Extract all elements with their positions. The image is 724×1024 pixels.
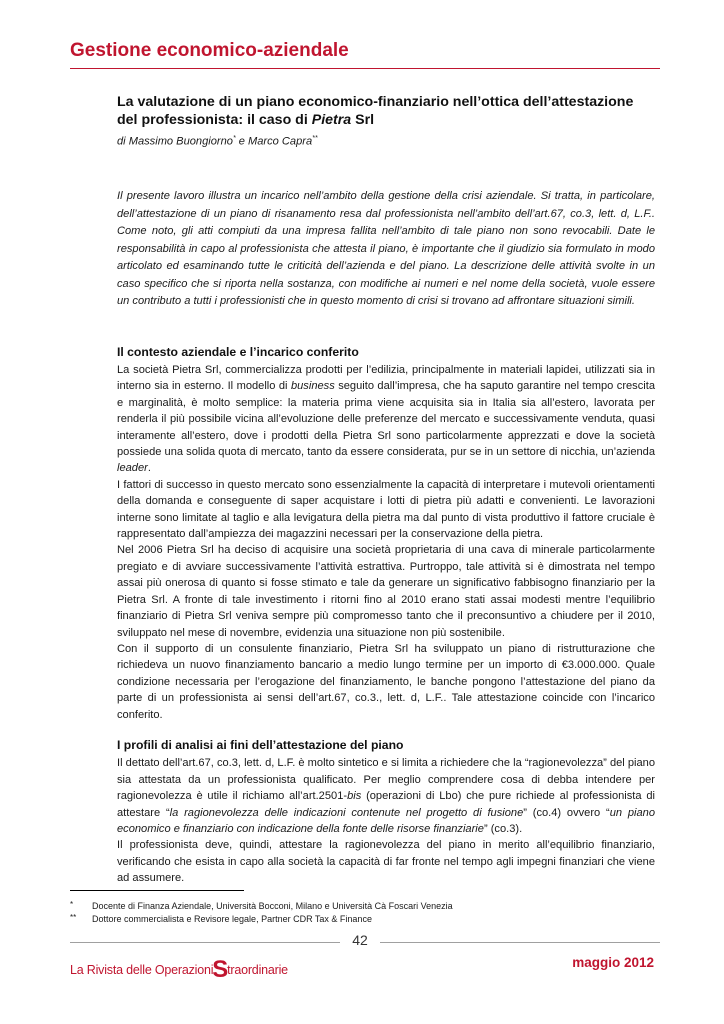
section-header <box>70 40 660 69</box>
issue-date: maggio 2012 <box>572 955 654 970</box>
article-body <box>117 94 655 887</box>
page-number: 42 <box>352 932 368 948</box>
article-authors: di Massimo Buongiorno* e Marco Capra** <box>117 135 318 148</box>
footnote-2: ** Dottore commercialista e Revisore legale, Partner CDR Tax & Finance <box>70 913 372 924</box>
section-heading-2: I profili di analisi ai fini dell’attestazione del piano <box>117 737 404 752</box>
author-2: Marco Capra <box>248 135 313 148</box>
paragraph: Il dettato dell’art.67, co.3, lett. d, L.F. è molto sintetico e si limita a richiedere che la “ragionevolezza” del piano sia attestata da un professionista qualificato. Per meglio comprendere cosa di debba intendere per ragionevolezza è utile il richiamo all’art.2501-bis (operazioni di Lbo) che pure richiede al professionista di attestare “la ragionevolezza delle indicazioni contenute nel progetto di fusione” (co.4) ovvero “un piano economico e finanziario con indicazione della fonte delle risorse finanziarie” (co.3). <box>117 757 655 835</box>
journal-logo: La Rivista delle OperazioniStraordinarie <box>70 956 288 983</box>
section-title: Gestione economico-aziendale <box>70 40 349 61</box>
paragraph: Il professionista deve, quindi, attestare la ragionevolezza del piano in merito all’equilibrio finanziario, verificando che esista in capo alla società la capacità di far fronte nel tempo agli impegni finanziari che viene ad assumere. <box>117 839 655 885</box>
paragraph: La società Pietra Srl, commercializza prodotti per l’edilizia, principalmente in materiali lapidei, utilizzati sia in interno sia in esterno. Il modello di business seguito dall’impresa, che ha saputo garantire nel tempo crescita e marginalità, è molto semplice: la materia prima viene acquisita sia in Italia sia all’estero, lavorata per renderla il più possibile vicina all’evoluzione delle preferenze del mercato e successivamente venduta, quasi interamente all’estero, dove i prodotti della Pietra Srl sono particolarmente apprezzati e dove la società possiede una solida quota di mercato, tanto da essere considerata, pur se in un settore di nicchia, un’azienda leader. <box>117 364 655 475</box>
article-title: La valutazione di un piano economico-finanziario nell’ottica dell’attestazione del professionista: il caso di Pietra Srl <box>117 94 634 128</box>
paragraph: Nel 2006 Pietra Srl ha deciso di acquisire una società proprietaria di una cava di minerale particolarmente pregiato e di avviare successivamente l’attività estrattiva. Purtroppo, tale attività si è dimostrata nel tempo assai più onerosa di quanto si fosse stimato e tale da generare un significativo fabbisogno finanziario per la Pietra Srl. A fronte di tale investimento i ritorni fino al 2010 erano stati assai modesti mentre l’equilibrio finanziario di Pietra Srl veniva sempre più compromesso tanto che il preconsuntivo a chiudere per il 2010, sviluppato nel mese di novembre, evidenzia una situazione non più sostenibile. <box>117 544 655 639</box>
abstract: Il presente lavoro illustra un incarico nell’ambito della gestione della crisi aziendale. Si tratta, in particolare, dell’attestazione di un piano di risanamento resa dal professionista nell’ambito dell’art.67, co.3, lett. d, L.F.. Come noto, gli atti compiuti da una impresa fallita nell’ambito di tale piano non sono revocabili. Date le responsabilità in capo al professionista che attesta il piano, è importante che il giudizio sia formulato in modo articolato ed esaminando tutte le criticità dell’azienda e del piano. La descrizione delle attività svolte in un caso specifico che si riporta nella sostanza, con modifiche ai numeri e nel nome della società, vuole essere un contributo a tutti i professionisti che in questo momento di crisi si trovano ad affrontare situazioni simili. <box>117 190 655 308</box>
footnote-ref-2[interactable]: ** <box>312 135 318 142</box>
footnote-1: * Docente di Finanza Aziendale, Università Bocconi, Milano e Università Cà Foscari Venezia <box>70 900 453 911</box>
company-name: Pietra <box>311 111 352 128</box>
section-heading-1: Il contesto aziendale e l’incarico conferito <box>117 344 359 359</box>
paragraph: Con il supporto di un consulente finanziario, Pietra Srl ha sviluppato un piano di ristrutturazione che richiedeva un nuovo finanziamento bancario a medio lungo termine per un importo di €3.000.000. Quale condizione necessaria per l’erogazione del finanziamento, le banche pongono l’attestazione del piano da parte di un professionista ai sensi dell’art.67, co.3., lett. d, L.F.. Tale attestazione coincide con l’incarico conferito. <box>117 642 655 721</box>
author-1: Massimo Buongiorno <box>128 135 233 148</box>
footnote-divider <box>70 890 244 891</box>
footnote-ref-1[interactable]: * <box>232 135 236 142</box>
paragraph: I fattori di successo in questo mercato sono essenzialmente la capacità di interpretare i mutevoli orientamenti della domanda e conseguente di saper acquistare i lotti di pietra più adatti e convenienti. Le lavorazioni interne sono limitate al taglio e alla levigatura della pietra ma dal punto di vista produttivo il fattore cruciale è rappresentato dall’ampiezza dei magazzini necessari per la conservazione della pietra. <box>117 478 655 541</box>
footnotes <box>70 900 660 926</box>
footer-divider-left <box>70 942 340 943</box>
footer-divider-right <box>380 942 660 943</box>
